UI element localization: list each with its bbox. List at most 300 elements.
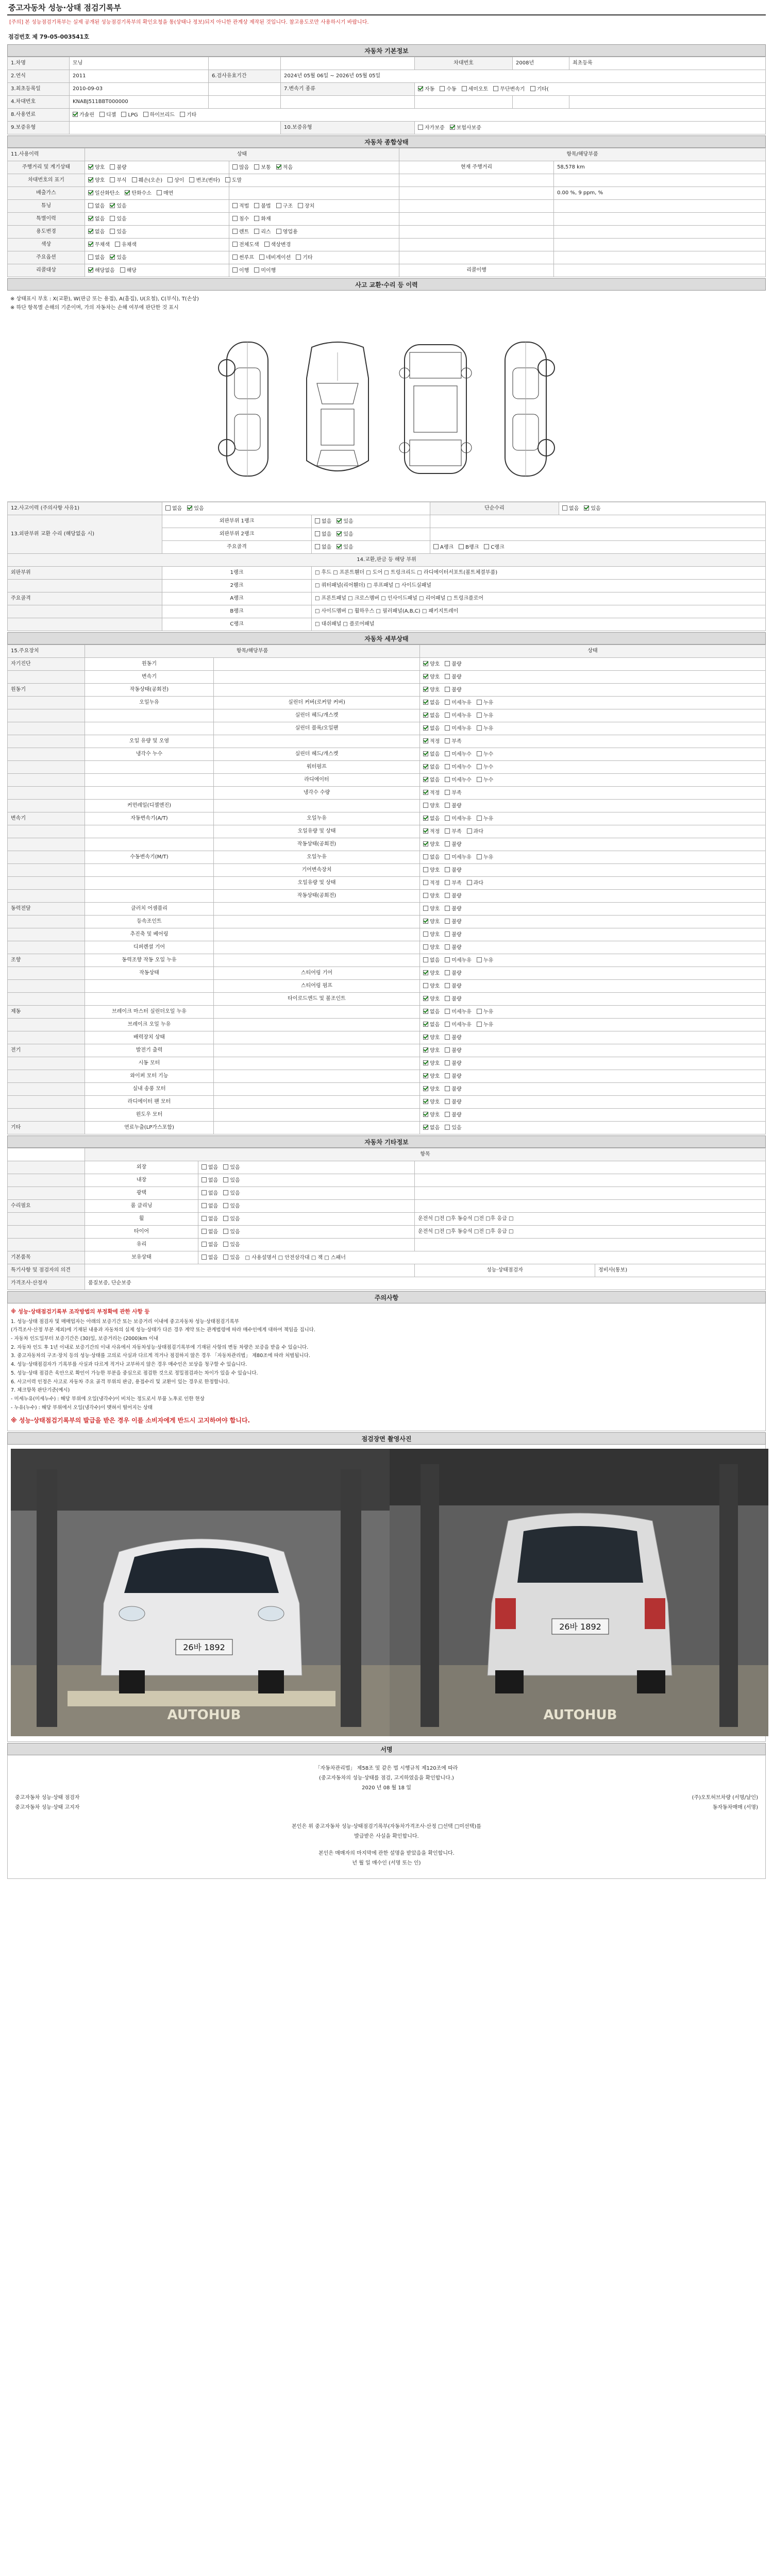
basic-items-label: 기본품목	[8, 1251, 85, 1264]
unchecked-box-icon	[445, 1047, 450, 1053]
detail-option	[423, 841, 440, 849]
unchecked-box-icon	[223, 1242, 228, 1247]
detail-part-label: 라디에이터	[214, 774, 420, 787]
detail-option	[423, 777, 440, 784]
parts-list: □ 프론트패널 □ 크로스멤버 □ 인사이드패널 □ 리어패널 □ 트렁크플로어	[312, 592, 766, 605]
state-row-extra	[229, 187, 399, 200]
state-extra-option	[254, 229, 271, 236]
transmission-options-option	[530, 86, 549, 93]
state-extra-option	[264, 242, 291, 249]
detail-part-label	[214, 903, 420, 916]
detail-option	[445, 687, 461, 694]
parts-list: □ 대쉬패널 □ 플로어패널	[312, 618, 766, 631]
notes-line: 4. 성능·상태점검자가 기록부를 사실과 다르게 적거나 교부하지 않은 경우 매수인은 보상을 청구할 수 있습니다.	[11, 1362, 247, 1368]
table-row	[8, 697, 766, 709]
unchecked-box-icon	[423, 854, 428, 859]
panel-rank1-options-option	[315, 518, 331, 526]
unchecked-box-icon	[423, 983, 428, 988]
table-row	[8, 1161, 766, 1174]
state-extra-option	[232, 242, 259, 249]
option-label: 하이브리드	[149, 112, 175, 118]
option-label: 변조(변타)	[196, 177, 220, 183]
detail-option	[445, 764, 472, 771]
option-label: 양호	[95, 177, 105, 183]
detail-item-label	[85, 980, 214, 993]
state-extra-option	[232, 267, 249, 275]
option-label: 불량	[451, 1060, 462, 1066]
unchecked-box-icon	[225, 177, 230, 182]
notes-line: - 자동차 인도일부터 보증기간은 (30)일, 보증거리는 (2000)km 이내	[11, 1335, 159, 1342]
state-row-extra	[229, 251, 399, 264]
unchecked-box-icon	[445, 725, 450, 731]
detail-part-label: 타이로드엔드 및 볼조인트	[214, 993, 420, 1006]
detail-option	[423, 738, 440, 745]
other-item-options	[198, 1226, 415, 1239]
option-label: 불량	[451, 841, 462, 848]
other-option	[223, 1203, 240, 1210]
detail-item-label: 디퍼렌셜 기어	[85, 941, 214, 954]
other-item-label: 내장	[85, 1174, 198, 1187]
unchecked-box-icon	[445, 713, 450, 718]
detail-status-options	[420, 941, 766, 954]
detail-device-label	[8, 877, 85, 890]
unchecked-box-icon	[445, 1060, 450, 1065]
table-row	[8, 812, 766, 825]
rear-photo	[390, 1449, 768, 1736]
detail-item-label	[85, 890, 214, 903]
detail-status-options	[420, 916, 766, 928]
unchecked-box-icon	[167, 177, 173, 182]
unchecked-box-icon	[298, 203, 303, 208]
state-table	[7, 148, 766, 277]
other-item-more	[415, 1187, 766, 1200]
detail-option	[477, 751, 493, 758]
transmission-options-option	[440, 86, 456, 93]
other-option	[223, 1190, 240, 1197]
unchecked-box-icon	[445, 1073, 450, 1078]
table-row	[8, 1109, 766, 1122]
option-label: 부족	[451, 790, 462, 796]
detail-status-options	[420, 787, 766, 800]
notes-line: 7. 체크항목 판단기준(예시)	[11, 1387, 70, 1394]
detail-part-label	[214, 684, 420, 697]
detail-option	[423, 906, 440, 913]
unchecked-box-icon	[493, 86, 498, 91]
state-row-options	[85, 251, 229, 264]
option-label: 기타	[303, 255, 313, 261]
detail-part-label: 오일유량 및 상태	[214, 877, 420, 890]
state-row-note: 현재 주행거리	[399, 161, 554, 174]
parts-rank-label: 2랭크	[162, 580, 312, 592]
unchecked-box-icon	[445, 880, 450, 885]
fuel-options	[70, 109, 766, 122]
checked-box-icon	[187, 505, 192, 511]
other-group-label	[8, 1187, 85, 1200]
detail-part-label: 냉각수 수량	[214, 787, 420, 800]
table-row	[8, 722, 766, 735]
state-row-extra	[229, 161, 399, 174]
notice-text: [주의] 본 성능점검기록부는 실제 공개된 성능점검기록부의 확인요청을 통(상태나 정보)되지 아니한 관계상 제작된 것입니다. 참고용도로만 사용하시기 바랍니다.	[9, 20, 369, 25]
table-row	[8, 1174, 766, 1187]
detail-item-label: 작동상태(공회전)	[85, 684, 214, 697]
parts-rank-label: 1랭크	[162, 567, 312, 580]
unchecked-box-icon	[201, 1229, 207, 1234]
state-row-note	[399, 213, 554, 226]
unchecked-box-icon	[115, 242, 120, 247]
option-label: 기타	[186, 112, 197, 118]
unchecked-box-icon	[423, 803, 428, 808]
detail-option	[477, 1022, 493, 1029]
label-fuel: 8.사용연료	[8, 109, 70, 122]
detail-part-label	[214, 800, 420, 812]
detail-table	[7, 645, 766, 1134]
detail-part-label	[214, 1019, 420, 1031]
parts-group-label: 주요골격	[8, 592, 162, 605]
table-row	[8, 993, 766, 1006]
table-row	[8, 800, 766, 812]
detail-status-options	[420, 709, 766, 722]
notes-line: 3. 중고자동차의 구조·장치 등의 성능·상태를 고의로 사실과 다르게 적거나 점검하지 않은 경우 「자동차관리법」 제80조에 따라 처벌됩니다.	[11, 1353, 310, 1359]
detail-option	[477, 777, 493, 784]
table-row	[8, 658, 766, 671]
legend-line-1: ※ 상태표시 부호 : X(교환), W(판금 또는 용접), A(흠집), U(요철), C(부식), T(손상)	[10, 296, 199, 302]
option-label: 양호	[430, 1060, 440, 1066]
simple-repair-label: 단순수리	[430, 502, 559, 515]
option-label: 없음	[322, 544, 332, 550]
state-col-history: 11.사용이력	[8, 148, 85, 161]
option-label: 전체도색	[239, 242, 259, 248]
state-col-item: 항목/해당부품	[399, 148, 766, 161]
option-label: 누수	[483, 777, 494, 783]
accident-history-options	[162, 502, 430, 515]
detail-option	[445, 751, 472, 758]
option-label: 썬루프	[239, 255, 254, 261]
detail-status-options	[420, 748, 766, 761]
warranty-options	[415, 122, 766, 134]
unchecked-box-icon	[445, 1125, 450, 1130]
option-label: 없음	[208, 1190, 219, 1196]
detail-item-label	[85, 709, 214, 722]
option-label: 없음	[430, 700, 440, 706]
option-label: 일산화탄소	[95, 190, 120, 196]
table-row	[8, 1122, 766, 1134]
checked-box-icon	[88, 216, 93, 221]
car-rear-image	[390, 1449, 768, 1736]
detail-option	[477, 957, 493, 964]
option-label: 미세누수	[451, 777, 472, 783]
detail-option	[445, 1060, 461, 1067]
detail-item-label	[85, 838, 214, 851]
detail-option	[445, 983, 461, 990]
panel-rank2-options	[312, 528, 430, 541]
checked-box-icon	[423, 687, 428, 692]
option-label: 적정	[430, 738, 440, 744]
detail-device-label	[8, 916, 85, 928]
state-row-value	[554, 174, 766, 187]
detail-item-label: 냉각수 누수	[85, 748, 214, 761]
checked-box-icon	[423, 1086, 428, 1091]
other-group-label	[8, 1226, 85, 1239]
accident-history-options-option	[187, 505, 204, 513]
table-row	[8, 264, 766, 277]
other-item-more	[415, 1239, 766, 1251]
detail-status-options	[420, 812, 766, 825]
unchecked-box-icon	[223, 1177, 228, 1182]
detail-item-label: 클러치 어셈블리	[85, 903, 214, 916]
notes-line: (가격조사·산정 부분 제외)에 기재된 내용과 자동차의 실제 성능·상태가 다른 경우 계약 또는 관계법령에 따라 매수인에게 대하여 책임을 집니다.	[11, 1327, 315, 1333]
detail-item-label: 오일 유량 및 오염	[85, 735, 214, 748]
detail-device-label	[8, 671, 85, 684]
detail-device-label	[8, 1070, 85, 1083]
option-label: 양호	[95, 164, 105, 171]
state-row-value	[554, 200, 766, 213]
state-row-extra	[229, 226, 399, 239]
panel-rank1-options-option	[337, 518, 353, 526]
detail-device-label	[8, 1031, 85, 1044]
state-row-label: 차대번호의 표기	[8, 174, 85, 187]
table-row	[8, 1187, 766, 1200]
checked-box-icon	[418, 86, 423, 91]
option-label: 이행	[239, 267, 249, 274]
sign-notifier-row	[11, 1803, 762, 1812]
unchecked-box-icon	[477, 725, 482, 731]
detail-item-label	[85, 722, 214, 735]
section-other-header: 자동차 기타정보	[7, 1136, 766, 1148]
option-label: 미세누유	[451, 1009, 472, 1015]
option-label: 양호	[430, 931, 440, 938]
table-row	[8, 605, 766, 618]
unchecked-box-icon	[223, 1164, 228, 1170]
option-label: 불량	[451, 1112, 462, 1118]
state-row-extra	[229, 264, 399, 277]
option-label: 누유	[483, 725, 494, 732]
detail-device-label: 자기진단	[8, 658, 85, 671]
state-option	[110, 203, 126, 210]
option-label: 불량	[451, 867, 462, 873]
option-label: 있음	[343, 531, 354, 537]
detail-option	[423, 1022, 440, 1029]
detail-status-options	[420, 993, 766, 1006]
state-option	[110, 164, 126, 172]
option-label: 있음	[116, 203, 127, 209]
table-row	[8, 787, 766, 800]
sign-line-5: 본인은 매매자의 마지막에 관한 설명을 받았음을 확인합니다.	[318, 1851, 455, 1857]
checked-box-icon	[423, 841, 428, 846]
state-row-options	[85, 200, 229, 213]
checked-box-icon	[423, 919, 428, 924]
detail-option	[445, 867, 461, 874]
option-label: 양호	[430, 1073, 440, 1079]
table-row	[8, 980, 766, 993]
basic-items-options	[201, 1255, 245, 1261]
state-row-label: 배출가스	[8, 187, 85, 200]
detail-status-options	[420, 800, 766, 812]
option-label: 없음	[322, 531, 332, 537]
transmission-options-option	[418, 86, 434, 93]
detail-status-options	[420, 1057, 766, 1070]
other-col-item: 항목	[85, 1148, 766, 1161]
detail-part-label	[214, 1057, 420, 1070]
state-option	[115, 242, 137, 249]
parts-group-label	[8, 580, 162, 592]
sign-line-2: (중고자동차의 성능·상태를 점검, 고지하였음을 확인합니다.)	[319, 1775, 454, 1782]
detail-item-label: 와이퍼 모터 기능	[85, 1070, 214, 1083]
option-label: 있음	[230, 1177, 240, 1183]
option-label: 없음	[208, 1177, 219, 1183]
state-row-options	[85, 174, 242, 187]
detail-part-label	[214, 1006, 420, 1019]
option-label: 매연	[163, 190, 174, 196]
option-label: 불량	[116, 164, 127, 171]
unchecked-box-icon	[254, 216, 259, 221]
other-option	[201, 1190, 218, 1197]
state-extra-option	[232, 164, 249, 172]
checked-box-icon	[276, 164, 281, 170]
unchecked-box-icon	[440, 86, 445, 91]
detail-item-label	[85, 825, 214, 838]
option-label: 자가보증	[425, 125, 445, 131]
option-label: 없음	[95, 216, 105, 222]
unchecked-box-icon	[110, 164, 115, 170]
unchecked-box-icon	[143, 112, 148, 117]
other-item-options	[198, 1239, 415, 1251]
checked-box-icon	[423, 764, 428, 769]
option-label: 네비게이션	[265, 255, 291, 261]
option-label: 없음	[322, 518, 332, 524]
unchecked-box-icon	[223, 1229, 228, 1234]
label-warranty-type: 10.보증유형	[281, 122, 415, 134]
detail-part-label: 작동상태(공회전)	[214, 838, 420, 851]
main-frame-options-option	[315, 544, 331, 551]
unchecked-box-icon	[433, 544, 439, 549]
detail-option	[445, 700, 472, 707]
option-label: 누유	[483, 1022, 494, 1028]
state-row-note	[399, 187, 554, 200]
state-row-note	[399, 251, 554, 264]
detail-part-label	[214, 954, 420, 967]
state-row-extra	[229, 239, 399, 251]
option-label: 있음	[230, 1255, 240, 1261]
state-option	[189, 177, 220, 184]
detail-option	[423, 713, 440, 720]
other-item-label: 타이어	[85, 1226, 198, 1239]
detail-option	[423, 764, 440, 771]
checked-box-icon	[423, 738, 428, 743]
detail-status-options	[420, 722, 766, 735]
panel-rank2-options-option	[315, 531, 331, 538]
notes-line: 6. 사고이력 인정은 사고로 자동차 주요 골격 부위의 판금, 용접수리 및 교환이 있는 경우로 한정합니다.	[11, 1379, 230, 1385]
unchecked-box-icon	[232, 164, 238, 170]
detail-option	[423, 725, 440, 733]
option-label: 미이행	[261, 267, 276, 274]
parts-list: □ 후드 □ 프론트휀더 □ 도어 □ 트렁크리드 □ 라디에이터서포트(볼트체결부품)	[312, 567, 766, 580]
detail-device-label: 기타	[8, 1122, 85, 1134]
other-table	[7, 1148, 766, 1290]
table-row	[8, 928, 766, 941]
detail-status-options	[420, 825, 766, 838]
option-label: 무단변속기	[500, 86, 525, 92]
unchecked-box-icon	[445, 687, 450, 692]
option-label: 미세누유	[451, 816, 472, 822]
option-label: 불량	[451, 1047, 462, 1054]
unchecked-box-icon	[189, 177, 194, 182]
unchecked-box-icon	[223, 1190, 228, 1195]
detail-option	[423, 931, 440, 939]
detail-part-label: 실린더 헤드/개스켓	[214, 748, 420, 761]
option-label: 있음	[116, 255, 127, 261]
unchecked-box-icon	[445, 1022, 450, 1027]
detail-option	[423, 1073, 440, 1080]
table-row	[8, 1019, 766, 1031]
unchecked-box-icon	[223, 1203, 228, 1208]
warranty-options-option	[418, 125, 445, 132]
detail-part-label: 실린더 헤드/개스켓	[214, 709, 420, 722]
detail-device-label	[8, 800, 85, 812]
detail-option	[445, 1125, 461, 1132]
accident-legend	[7, 291, 766, 316]
transmission-options-option	[493, 86, 525, 93]
sign-line-4: 발급받은 사실을 확인합니다.	[354, 1834, 419, 1840]
detail-option	[423, 1009, 440, 1016]
detail-option	[445, 828, 461, 836]
state-extra-option	[254, 164, 271, 172]
unchecked-box-icon	[120, 267, 125, 273]
option-label: 없음	[95, 229, 105, 235]
parts-list: □ 쿼터패널(리어휀더) □ 루프패널 □ 사이드실패널	[312, 580, 766, 592]
table-row	[8, 877, 766, 890]
checked-box-icon	[423, 790, 428, 795]
detail-option	[477, 700, 493, 707]
label-vin-number: 4.차대번호	[8, 96, 70, 109]
option-label: 훼손(오손)	[138, 177, 163, 183]
table-row	[8, 1006, 766, 1019]
detail-option	[423, 893, 440, 900]
option-label: 없음	[208, 1164, 219, 1171]
option-label: 미세누유	[451, 1022, 472, 1028]
option-label: 있음	[343, 544, 354, 550]
detail-option	[423, 700, 440, 707]
unchecked-box-icon	[423, 880, 428, 885]
checked-box-icon	[337, 544, 342, 549]
option-label: 수동	[446, 86, 457, 92]
detail-status-options	[420, 1044, 766, 1057]
detail-option	[477, 854, 493, 861]
detail-status-options	[420, 1019, 766, 1031]
option-label: 상이	[174, 177, 184, 183]
unchecked-box-icon	[445, 944, 450, 950]
state-option	[110, 177, 126, 184]
price-label: 가격조사·산정자	[8, 1277, 85, 1290]
state-extra2-option	[276, 203, 293, 210]
state-option	[120, 267, 137, 275]
value-first-reg-date: 2010-09-03	[70, 83, 209, 96]
option-label: 적법	[239, 203, 249, 209]
option-label: 불량	[451, 970, 462, 976]
state-row-note	[399, 239, 554, 251]
unchecked-box-icon	[276, 229, 281, 234]
unchecked-box-icon	[445, 751, 450, 756]
table-row	[8, 709, 766, 722]
car-front-image	[11, 1449, 390, 1736]
sign-notifier-value: 동자동차매매 (서명)	[712, 1805, 758, 1811]
state-row-label: 용도변경	[8, 226, 85, 239]
detail-device-label	[8, 1019, 85, 1031]
detail-item-label: 라디에이터 팬 모터	[85, 1096, 214, 1109]
other-option	[201, 1242, 218, 1249]
detail-item-label: 추진축 및 베어링	[85, 928, 214, 941]
checked-box-icon	[423, 751, 428, 756]
option-label: 부족	[451, 880, 462, 886]
